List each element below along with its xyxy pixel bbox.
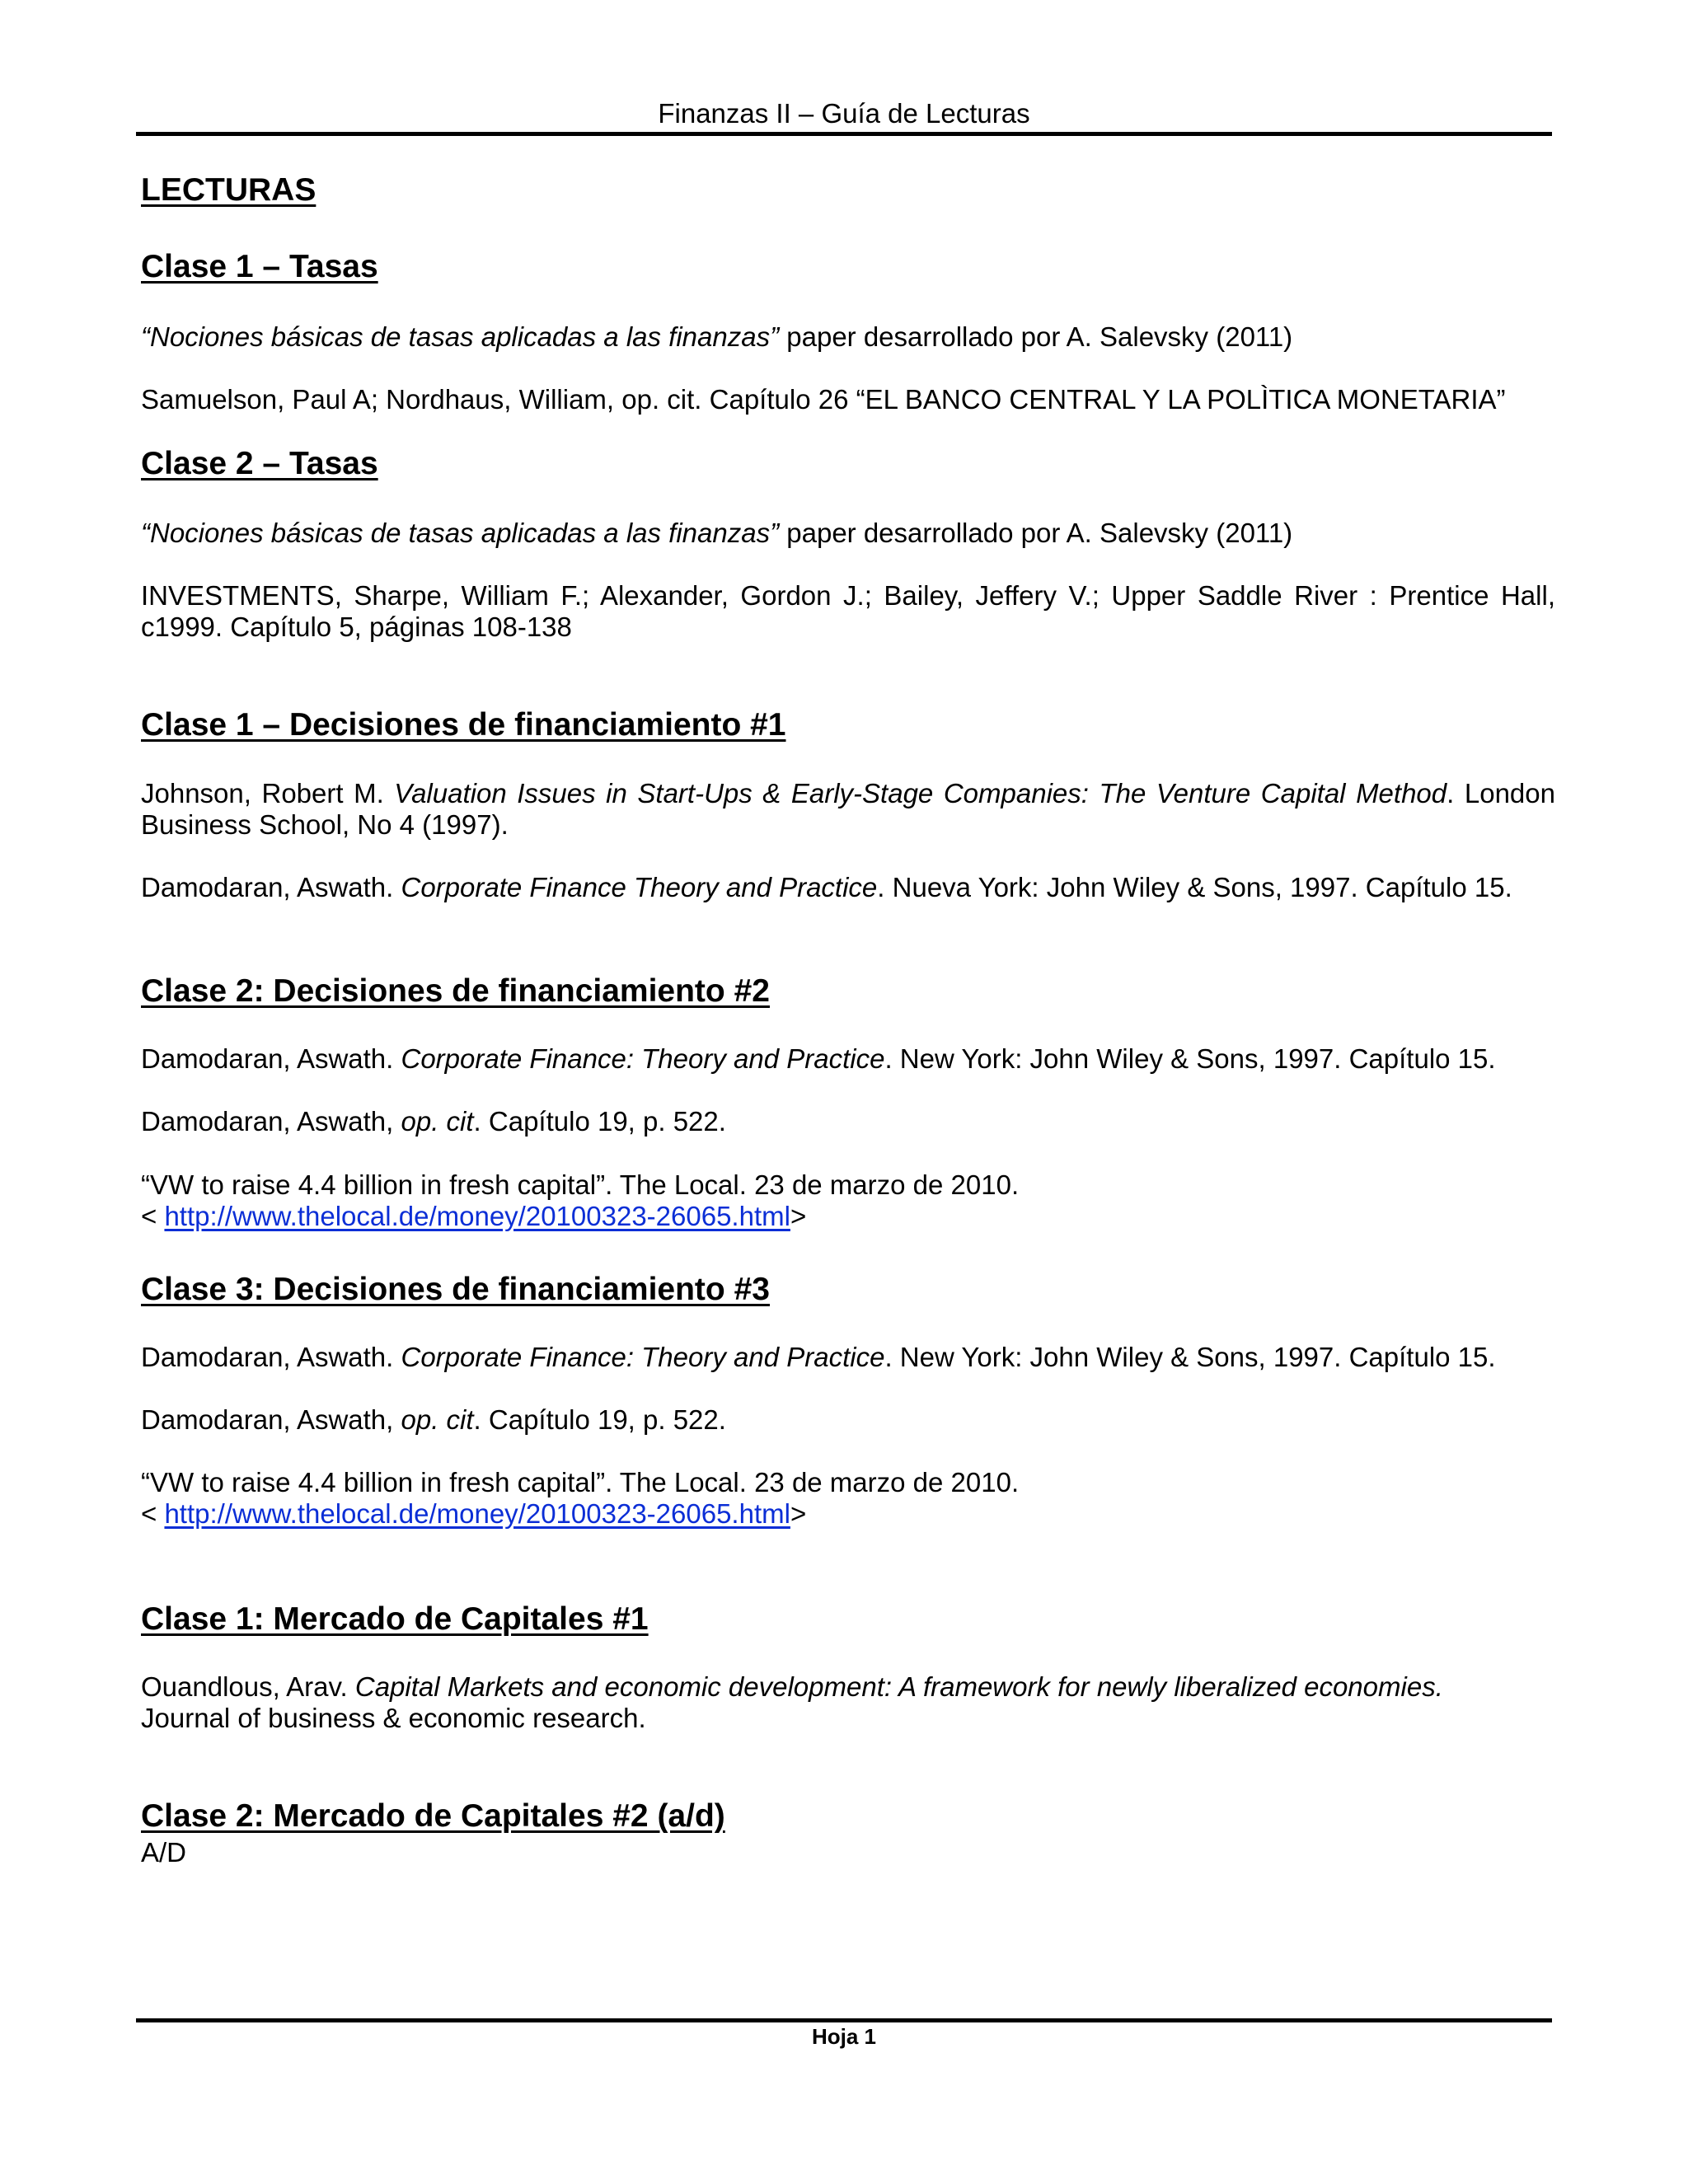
ref-italic: “Nociones básicas de tasas aplicadas a las finanzas” [141,518,780,548]
ref-text: Ouandlous, Arav. [141,1671,355,1702]
ref-italic: op. cit [401,1106,474,1137]
ref-text: > [790,1498,807,1529]
section-title: Clase 2: Decisiones de financiamiento #2 [141,973,770,1009]
ref-text: Business School, No 4 (1997). [141,809,509,840]
reference [141,778,1555,841]
section-title: Clase 3: Decisiones de financiamiento #3 [141,1272,770,1307]
reference [141,1106,1555,1137]
ref-text: “VW to raise 4.4 billion in fresh capital”. The Local. 23 de marzo de 2010. [141,1467,1020,1497]
ref-text: Damodaran, Aswath. [141,1043,401,1074]
ref-text: “VW to raise 4.4 billion in fresh capital”. The Local. 23 de marzo de 2010. [141,1169,1020,1200]
ref-text: < [141,1498,165,1529]
ref-text: . New York: John Wiley & Sons, 1997. Capítulo 15. [884,1342,1496,1372]
ref-text: Damodaran, Aswath. [141,872,401,902]
page-number: Hoja 1 [811,2024,877,2049]
reference [141,872,1555,903]
ref-italic: “Nociones básicas de tasas aplicadas a las finanzas” [141,321,780,352]
article-link[interactable]: http://www.thelocal.de/money/20100323-26065.html [164,1201,790,1231]
reference [141,1342,1555,1373]
ref-text: . Capítulo 19, p. 522. [473,1404,726,1435]
ref-text: INVESTMENTS, Sharpe, William F.; Alexander, Gordon J.; Bailey, Jeffery V.; Upper Saddle River : Prentice Hall, [141,580,1555,611]
main-title: LECTURAS [141,172,316,208]
ref-text: A/D [141,1837,187,1868]
ref-italic: Corporate Finance: Theory and Practice [401,1043,885,1074]
ref-italic: Valuation Issues in Start-Ups & Early-Stage Companies: The Venture Capital Method [394,778,1447,808]
reference [141,580,1555,643]
ref-text: Journal of business & economic research. [141,1703,646,1733]
section-title: Clase 2 – Tasas [141,446,378,481]
ref-text: paper desarrollado por A. Salevsky (2011) [779,518,1293,548]
ref-italic: op. cit [401,1404,474,1435]
ref-text: . Capítulo 19, p. 522. [473,1106,726,1137]
ref-text: < [141,1201,165,1231]
page-header: Finanzas II – Guía de Lecturas [658,98,1030,129]
ref-text: c1999. Capítulo 5, páginas 108-138 [141,612,572,642]
reference [141,384,1555,415]
ref-text: paper desarrollado por A. Salevsky (2011) [779,321,1293,352]
section-title: Clase 1 – Decisiones de financiamiento #1 [141,707,786,743]
section-title: Clase 1 – Tasas [141,249,378,284]
ref-italic: Corporate Finance Theory and Practice [401,872,878,902]
ref-text: > [790,1201,807,1231]
ref-text: Damodaran, Aswath, [141,1404,401,1435]
section-title: Clase 2: Mercado de Capitales #2 (a/d) [141,1798,725,1834]
ref-text: . Nueva York: John Wiley & Sons, 1997. Capítulo 15. [877,872,1512,902]
reference [141,1043,1555,1075]
ref-text: Damodaran, Aswath. [141,1342,401,1372]
ref-text: . London [1447,778,1555,808]
reference [141,1404,1555,1436]
article-link[interactable]: http://www.thelocal.de/money/20100323-26065.html [164,1498,790,1529]
section-title: Clase 1: Mercado de Capitales #1 [141,1601,649,1637]
ref-text: Samuelson, Paul A; Nordhaus, William, op. cit. Capítulo 26 “EL BANCO CENTRAL Y LA POLÌTICA MONETARIA” [141,384,1506,415]
ref-text: Damodaran, Aswath, [141,1106,401,1137]
ref-text: . New York: John Wiley & Sons, 1997. Capítulo 15. [884,1043,1496,1074]
reference [141,1671,1555,1734]
ref-italic: Corporate Finance: Theory and Practice [401,1342,885,1372]
reference [141,1169,1555,1232]
reference [141,1837,1555,1868]
ref-italic: Capital Markets and economic development: A framework for newly liberalized economies. [354,1671,1443,1702]
reference [141,518,1555,549]
header-rule [136,132,1552,136]
reference [141,1467,1555,1530]
reference [141,321,1555,353]
ref-text: Johnson, Robert M. [141,778,395,808]
